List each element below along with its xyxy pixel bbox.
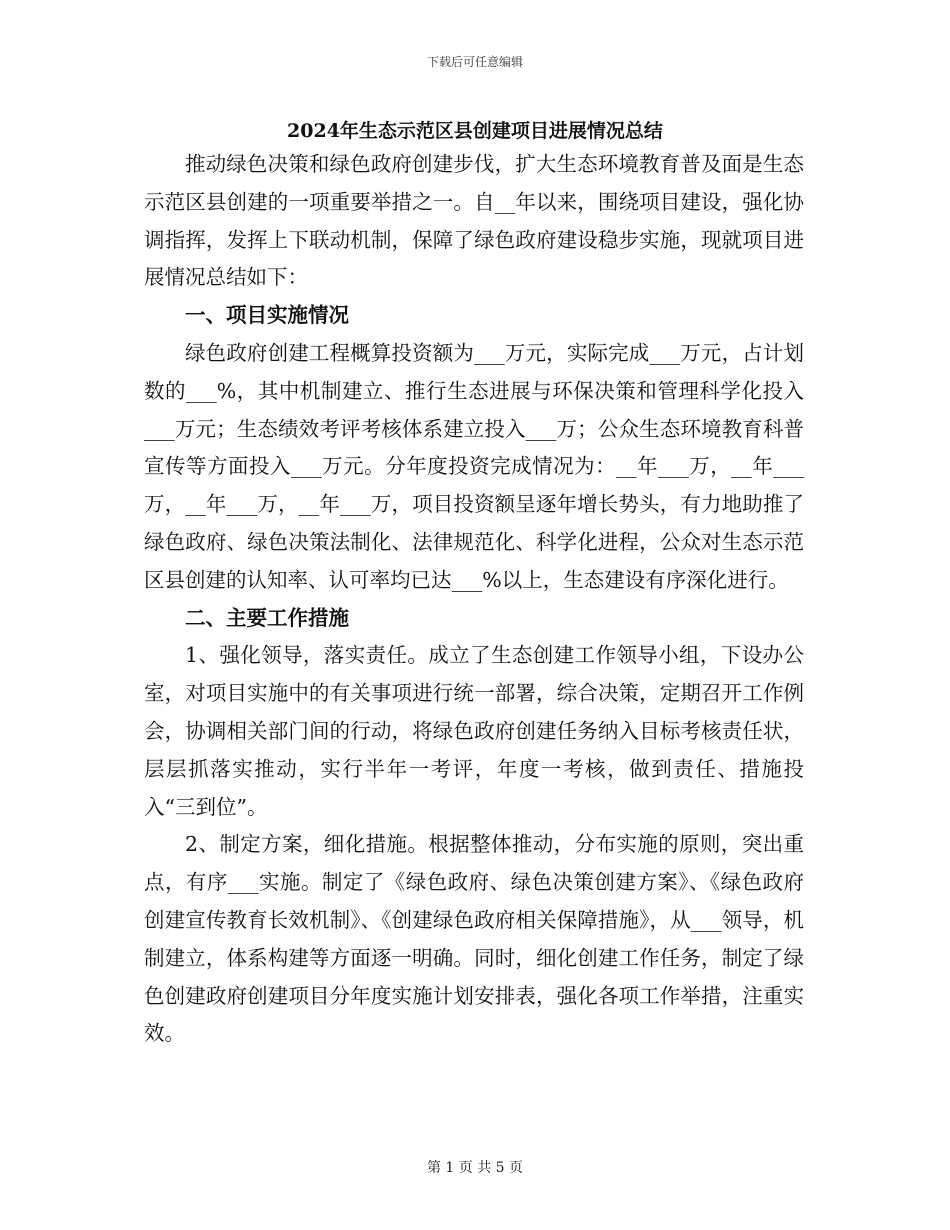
section-2-paragraph-1: 1、强化领导，落实责任。成立了生态创建工作领导小组，下设办公室，对项目实施中的有关事项进行统一部署，综合决策，定期召开工作例会，协调相关部门间的行动，将绿色政府创建任务纳入目标考核责任状，层层抓落实推动，实行半年一考评，年度一考核，做到责任、措施投入“三到位”。 (144, 643, 804, 819)
page-header-note: 下载后可任意编辑 (426, 55, 523, 69)
section-1-heading: 一、项目实施情况 (185, 303, 349, 328)
section-2-paragraph-2: 2、制定方案，细化措施。根据整体推动，分布实施的原则，突出重点，有序___实施。制定了《绿色政府、绿色决策创建方案》、《绿色政府创建宣传教育长效机制》、《创建绿色政府相关保障措施》，从___领导，机制建立，体系构建等方面逐一明确。同时，细化创建工作任务，制定了绿色创建政府创建项目分年度实施计划安排表，强化各项工作举措，注重实效。 (144, 832, 804, 1046)
intro-paragraph: 推动绿色决策和绿色政府创建步伐，扩大生态环境教育普及面是生态示范区县创建的一项重要举措之一。自__年以来，围绕项目建设，强化协调指挥，发挥上下联动机制，保障了绿色政府建设稳步实施，现就项目进展情况总结如下： (144, 152, 804, 290)
document-body (144, 146, 804, 1053)
page-number-footer: 第 1 页 共 5 页 (426, 1160, 524, 1176)
document-title: 2024年生态示范区县创建项目进展情况总结 (287, 120, 663, 142)
section-1-paragraph: 绿色政府创建工程概算投资额为___万元，实际完成___万元，占计划数的___%，其中机制建立、推行生态进展与环保决策和管理科学化投入___万元；生态绩效考评考核体系建立投入___万；公众生态环境教育科普宣传等方面投入___万元。分年度投资完成情况为：__年___万，__年___万，__年___万，__年___万，项目投资额呈逐年增长势头，有力地助推了绿色政府、绿色决策法制化、法律规范化、科学化进程，公众对生态示范区县创建的认知率、认可率均已达___%以上，生态建设有序深化进行。 (144, 340, 804, 592)
section-2-heading: 二、主要工作措施 (185, 605, 349, 630)
